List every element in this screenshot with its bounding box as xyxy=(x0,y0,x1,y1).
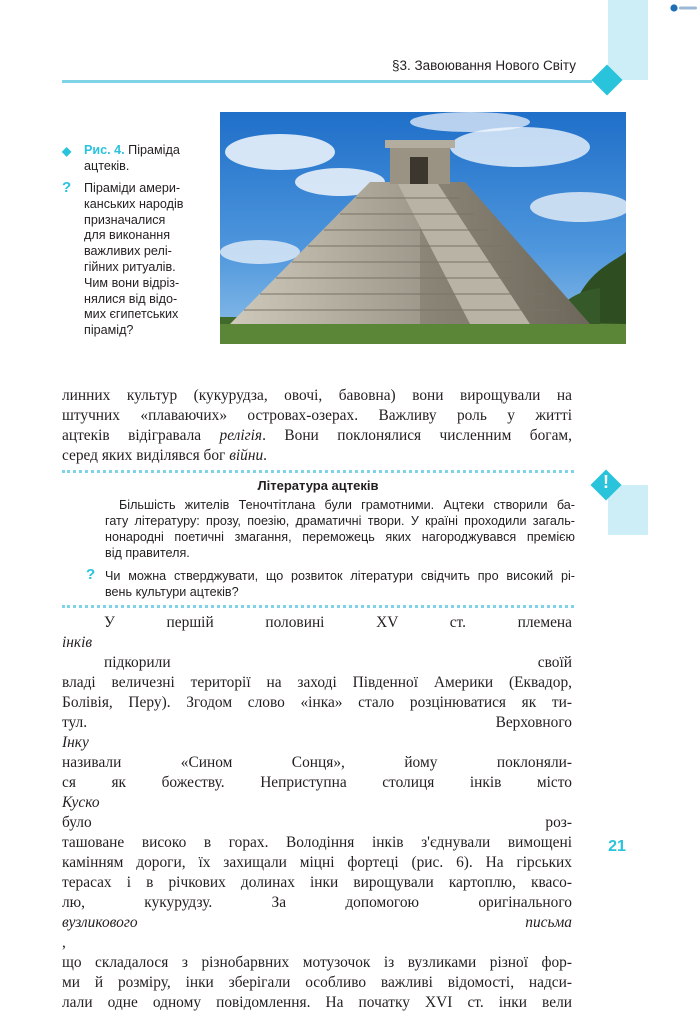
figure-question-line: для виконання xyxy=(84,228,171,243)
top-accent-tab xyxy=(608,0,648,80)
exclamation-icon: ! xyxy=(603,472,609,492)
figure-question-line: Чим вони відріз- xyxy=(84,275,180,290)
figure-question-line: призначалися xyxy=(84,212,166,227)
box-question-line: вень культури ацтеків? xyxy=(105,585,239,599)
paragraph-1 xyxy=(62,386,572,466)
box-line: гату літературу: прозу, поезію, драматичні твори. У країні проходили загаль- xyxy=(105,514,575,528)
header-rule xyxy=(62,80,592,83)
figure-question xyxy=(62,181,212,339)
paragraph-text: лю, кукурудзу. За допомогою оригінального xyxy=(62,894,572,911)
paragraph-text: було роз- xyxy=(62,814,572,831)
paragraph-text: У першій половині XV ст. племена xyxy=(104,614,572,631)
literature-box-question xyxy=(105,568,575,600)
question-mark-icon: ? xyxy=(86,566,96,583)
key-term: релігія xyxy=(219,427,263,444)
box-line: нонародні поетичні змагання, переможець яких нагороджувався премією xyxy=(105,530,575,544)
paragraph-text: . Вони поклонялися численним богам, xyxy=(262,427,572,444)
key-term: інків xyxy=(62,634,93,651)
figure-question-line: канських народів xyxy=(84,196,184,211)
figure-question-line: мих єгипетських xyxy=(84,307,179,322)
paragraph-text: серед яких виділявся бог xyxy=(62,447,230,464)
paragraph-text: ацтеків відігравала xyxy=(62,427,220,444)
paragraph-text: називали «Сином Сонця», йому поклоняли- xyxy=(62,754,572,771)
paragraph-line: штучних «плаваючих» островах-озерах. Важливу роль у житті xyxy=(62,407,572,424)
paragraph-text: тул. Верховного xyxy=(62,714,572,731)
paragraph-line: камінням дороги, їх захищали міцні фортеці (рис. 6). На гірських xyxy=(62,854,572,871)
paragraph-text: ся як божеству. Неприступна столиця інків місто xyxy=(62,774,572,791)
paragraph-text: , xyxy=(62,934,66,951)
paragraph-line: ми й розміру, інки зберігали особливо важливі відомості, надси- xyxy=(62,974,572,991)
publisher-logo-icon xyxy=(670,3,698,13)
running-header: §3. Завоювання Нового Світу xyxy=(391,58,576,73)
box-top-rule xyxy=(62,470,574,473)
box-question-line: Чи можна стверджувати, що розвиток літератури свідчить про високий рі- xyxy=(105,569,575,583)
figure-question-line: Піраміди амери- xyxy=(84,181,181,195)
key-term: Інку xyxy=(62,734,89,751)
box-line: від правителя. xyxy=(105,546,190,560)
literature-box-title: Література ацтеків xyxy=(257,478,379,493)
paragraph-line: линних культур (кукурудза, овочі, бавовна) вони вирощували на xyxy=(62,387,572,404)
figure-question-line: нялися від відо- xyxy=(84,291,178,306)
paragraph-text: підкорили своїй xyxy=(104,654,572,671)
figure-caption-text: Піраміда ацтеків. xyxy=(84,143,180,173)
box-line: Більшість жителів Теночтітлана були грамотними. Ацтеки створили ба- xyxy=(119,498,575,512)
literature-box-text xyxy=(105,497,575,561)
figure-label: Рис. 4. xyxy=(84,143,125,157)
paragraph-line: Болівія, Перу). Згодом слово «інка» стало розцінюватися як ти- xyxy=(62,694,572,711)
diamond-bullet-icon: ◆ xyxy=(62,144,72,158)
aztec-pyramid-photo xyxy=(220,112,626,344)
paragraph-text: . xyxy=(263,447,268,464)
paragraph-line: ташоване високо в горах. Володіння інків з'єднували вимощені xyxy=(62,834,572,851)
key-term: вузликового письма xyxy=(62,914,572,931)
key-term: Куско xyxy=(62,794,100,811)
figure-question-line: пірамід? xyxy=(84,323,134,338)
paragraph-line: терасах і в річкових долинах інки вирощували картоплю, квасо- xyxy=(62,874,572,891)
question-mark-icon: ? xyxy=(62,179,72,196)
paragraph-line: владі величезні території на заході Південної Америки (Еквадор, xyxy=(62,674,572,691)
box-bottom-rule xyxy=(62,605,574,608)
key-term: війни xyxy=(229,447,264,464)
figure-question-line: важливих релі- xyxy=(84,244,172,259)
paragraph-line: лали одне одному повідомлення. На початку XVI ст. інки вели xyxy=(62,994,572,1011)
figure-caption xyxy=(62,143,212,175)
paragraph-2 xyxy=(62,613,572,1013)
paragraph-line: що складалося з різнобарвних мотузочок із вузликами різної фор- xyxy=(62,954,572,971)
page-number: 21 xyxy=(608,838,626,855)
figure-question-line: гійних ритуалів. xyxy=(84,259,176,274)
